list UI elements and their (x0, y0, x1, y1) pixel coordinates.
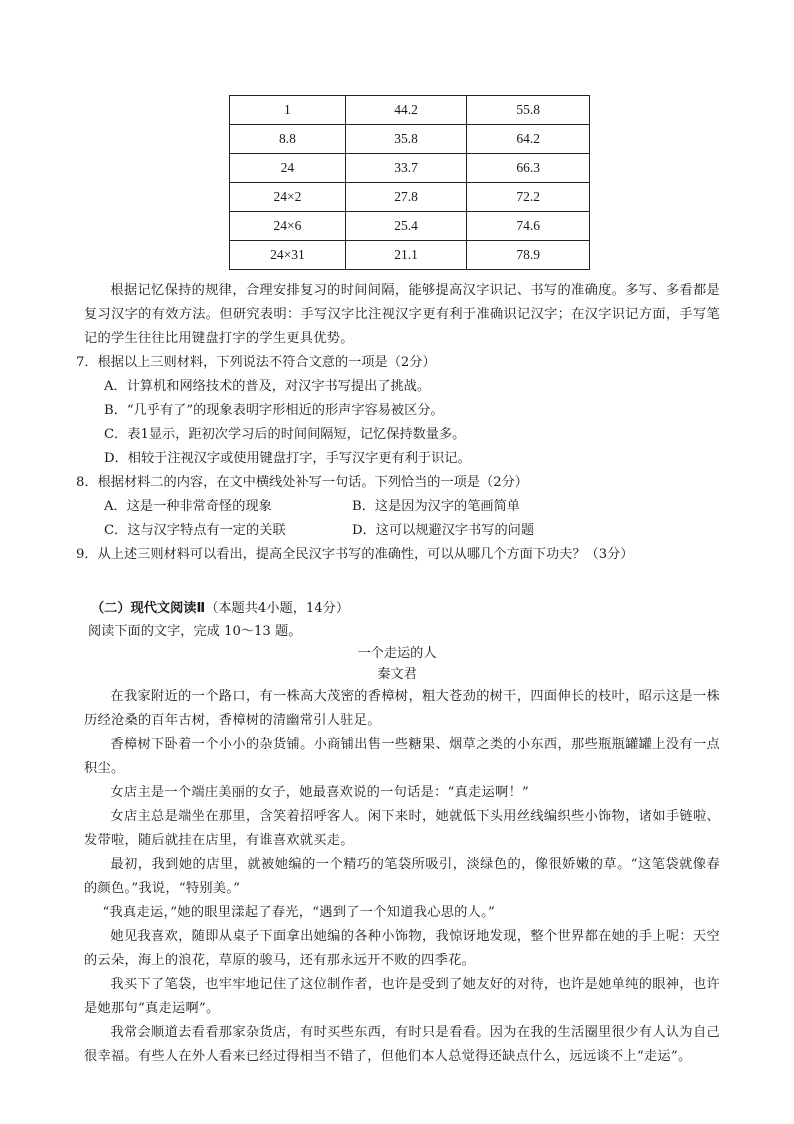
question-7-option-c[interactable]: C．表1显示，距初次学习后的时间间隔短，记忆保持数量多。 (104, 427, 466, 442)
memory-retention-table (229, 95, 590, 270)
table-cell: 33.7 (345, 154, 467, 183)
table-cell: 24×31 (230, 241, 346, 270)
question-7-option-d[interactable]: D．相较于注视汉字或使用键盘打字，手写汉字更有利于识记。 (104, 451, 471, 466)
question-7-option-a[interactable]: A．计算机和网络技术的普及，对汉字书写提出了挑战。 (104, 379, 431, 394)
question-8-stem: 8．根据材料二的内容，在文中横线处补写一句话。下列恰当的一项是（2分） (76, 475, 528, 490)
section-two-heading (91, 598, 349, 620)
table-cell: 24×2 (230, 183, 346, 212)
section-two-title: （二）现代文阅读Ⅱ (91, 601, 206, 616)
table-cell: 74.6 (467, 212, 590, 241)
table-body (230, 96, 590, 270)
question-7-option-b[interactable]: B．“几乎有了”的现象表明字形相近的形声字容易被区分。 (104, 403, 444, 418)
table-cell: 72.2 (467, 183, 590, 212)
story-title: 一个走运的人 (357, 646, 437, 661)
table-cell: 27.8 (345, 183, 467, 212)
story-paragraph: 女店主是一个端庄美丽的女子，她最喜欢说的一句话是：“真走运啊！” (110, 785, 530, 800)
section-two-note: （本题共4小题，14分） (205, 601, 350, 616)
table-cell: 44.2 (345, 96, 467, 125)
table-row (230, 183, 590, 212)
table-row (230, 154, 590, 183)
story-paragraph: “我真走运，”她的眼里漾起了春光，“遇到了一个知道我心思的人。” (102, 905, 496, 920)
story-author: 秦文君 (377, 667, 417, 682)
story-paragraph: 我常会顺道去看看那家杂货店，有时买些东西，有时只是看看。因为在我的生活圈里很少有人认为自己很幸福。有些人在外人看来已经过得相当不错了，但他们本人总觉得还缺点什么，远远谈不上“走运”。 (84, 1025, 720, 1064)
table-row (230, 212, 590, 241)
table-row (230, 125, 590, 154)
table-cell: 55.8 (467, 96, 590, 125)
story-paragraph: 女店主总是端坐在那里，含笑着招呼客人。闲下来时，她就低下头用丝线编织些小饰物，诸如手链啦、发带啦，随后就挂在店里，有谁喜欢就买走。 (84, 809, 720, 848)
table-row (230, 241, 590, 270)
material-three-paragraph: 根据记忆保持的规律，合理安排复习的时间间隔，能够提高汉字识记、书写的准确度。多写、多看都是复习汉字的有效方法。但研究表明：手写汉字比注视汉字更有利于准确识记汉字；在汉字识记方面，手写笔记的学生往往比用键盘打字的学生更具优势。 (84, 283, 720, 346)
table-cell: 24 (230, 154, 346, 183)
table-cell: 66.3 (467, 154, 590, 183)
question-8-option-a[interactable]: A．这是一种非常奇怪的现象 (104, 499, 272, 514)
story-paragraph: 在我家附近的一个路口，有一株高大茂密的香樟树，粗大苍劲的树干，四面伸长的枝叶，昭示这是一株历经沧桑的百年古树，香樟树的清幽常引人驻足。 (84, 689, 720, 728)
table-cell: 78.9 (467, 241, 590, 270)
question-8-option-c[interactable]: C．这与汉字特点有一定的关联 (104, 523, 286, 538)
table-cell: 8.8 (230, 125, 346, 154)
table-cell: 1 (230, 96, 346, 125)
story-paragraph: 她见我喜欢，随即从桌子下面拿出她编的各种小饰物，我惊讶地发现，整个世界都在她的手上呢：天空的云朵，海上的浪花，草原的骏马，还有那永远开不败的四季花。 (84, 929, 720, 968)
table-cell: 25.4 (345, 212, 467, 241)
table-cell: 35.8 (345, 125, 467, 154)
story-paragraph: 香樟树下卧着一个小小的杂货铺。小商铺出售一些糖果、烟草之类的小东西，那些瓶瓶罐罐上没有一点积尘。 (84, 737, 720, 776)
question-7-stem: 7．根据以上三则材料，下列说法不符合文意的一项是（2分） (76, 355, 436, 370)
question-9-stem: 9．从上述三则材料可以看出，提高全民汉字书写的准确性，可以从哪几个方面下功夫？（3分） (76, 547, 634, 562)
story-paragraph: 最初，我到她的店里，就被她编的一个精巧的笔袋所吸引，淡绿色的，像很娇嫩的草。“这笔袋就像春的颜色。”我说，“特别美。” (84, 857, 720, 896)
story-paragraph: 我买下了笔袋，也牢牢地记住了这位制作者，也许是受到了她友好的对待，也许是她单纯的眼神，也许是她那句“真走运啊”。 (84, 977, 720, 1016)
question-8-option-d[interactable]: D．这可以规避汉字书写的问题 (352, 523, 535, 538)
table-cell: 21.1 (345, 241, 467, 270)
table-cell: 64.2 (467, 125, 590, 154)
table-cell: 24×6 (230, 212, 346, 241)
reading-instruction: 阅读下面的文字，完成 10～13 题。 (88, 624, 302, 639)
question-8-option-b[interactable]: B．这是因为汉字的笔画简单 (352, 499, 520, 514)
table-row (230, 96, 590, 125)
